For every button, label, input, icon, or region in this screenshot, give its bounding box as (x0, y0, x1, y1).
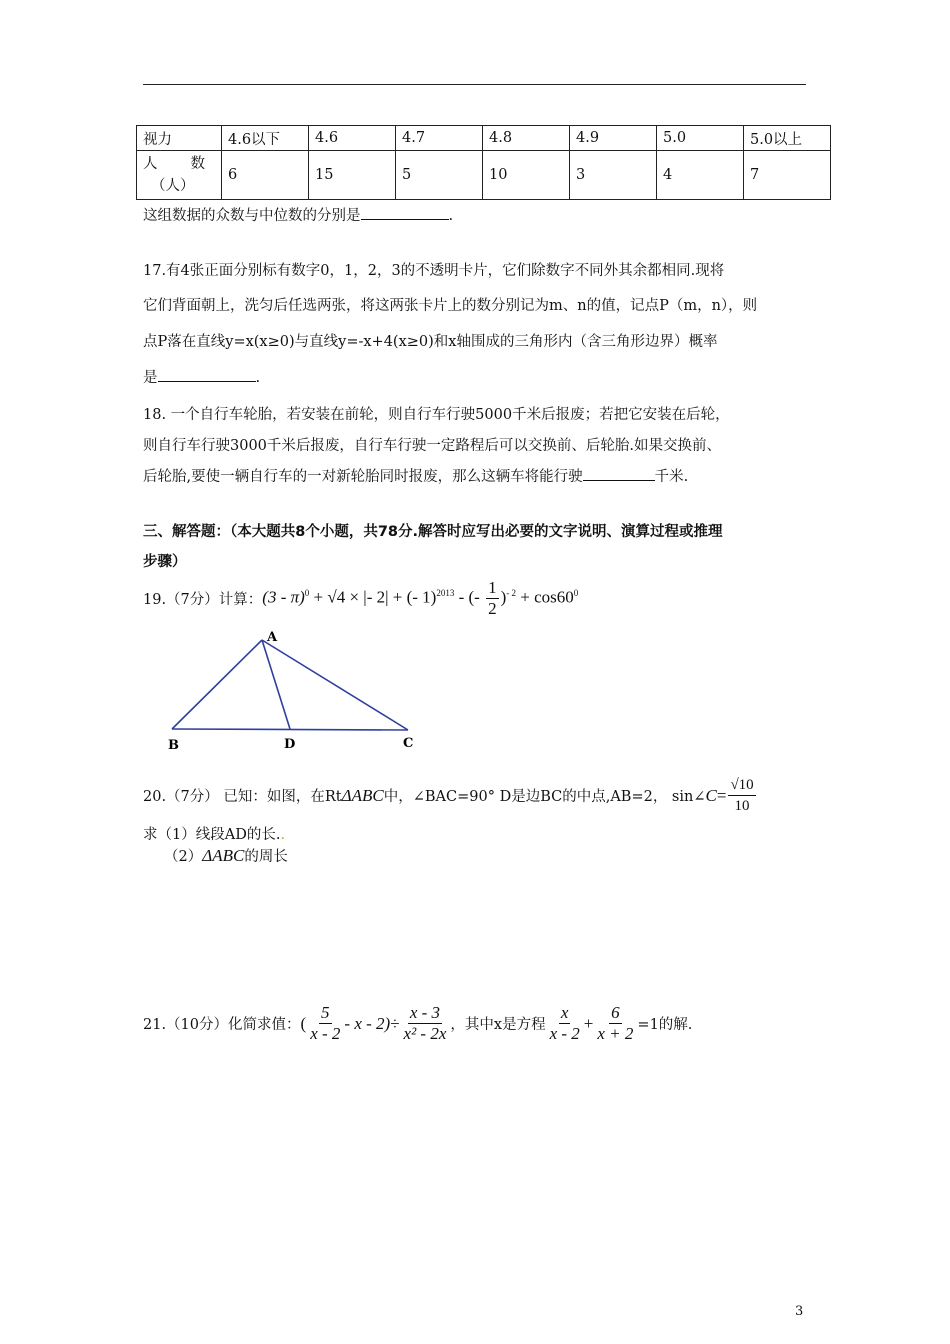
table-cell: 5.0以上 (744, 126, 831, 151)
q17-line4: 是 . (143, 366, 260, 387)
table-cell: 10 (483, 151, 570, 200)
table-cell: 4.7 (396, 126, 483, 151)
table-cell: 6 (222, 151, 309, 200)
table-cell: 4.6以下 (222, 126, 309, 151)
section-heading-cont: 步骤） (143, 554, 187, 570)
table-row (137, 151, 831, 200)
q17-line3: 点P落在直线y=x(x≥0)与直线y=-x+4(x≥0)和x轴围成的三角形内（含三角形边界）概率 (143, 334, 718, 350)
q21-equation: $\frac{x}{x - 2}$ + $\frac{6}{x + 2}$ (549, 1003, 634, 1043)
q20-line2: 求（1）线段AD的长.. (143, 827, 286, 843)
q19-expression: (3 - π)$^0$ + √4 × |- 2| + (- 1)$^{2013}$ - (- $\frac{1}{2}$ )$^{- 2} + \cos 60^0$ (262, 578, 579, 618)
answer-blank (583, 466, 655, 481)
label-c: C (403, 736, 414, 751)
section-heading: 三、解答题：（本大题共8个小题，共78分.解答时应写出必要的文字说明、演算过程或推理 (143, 524, 723, 540)
vision-data-table (136, 125, 831, 200)
page-number: 3 (795, 1304, 804, 1319)
table-cell: 5.0 (657, 126, 744, 151)
q19: 19.（7分）计算： (3 - π)$^0$ + √4 × |- 2| + (- 1)$^{2013}$ - (- $\frac{1}{2}$ )$^{- 2} + \cos 60^0$ (143, 578, 579, 618)
side-bc (172, 729, 408, 730)
count-label-a: 人 (143, 156, 158, 172)
q18-line2: 则自行车行驶3000千米后报废，自行车行驶一定路程后可以交换前、后轮胎.如果交换前、 (143, 438, 722, 454)
table-cell: 15 (309, 151, 396, 200)
q20-line1: 20.（7分） 已知：如图，在Rt ΔABC 中，∠BAC=90° D是边BC的中点,AB=2， sin∠ C = $\frac{√10}{10}$ (143, 777, 754, 814)
table-cell: 4 (657, 151, 744, 200)
count-row-header (137, 151, 222, 200)
header-rule (143, 84, 806, 85)
q17-line1: 17.有4张正面分别标有数字0，1，2，3的不透明卡片，它们除数字不同外其余都相同.现将 (143, 263, 725, 279)
table-header-label: 视力 (137, 126, 222, 151)
segment-ad (262, 640, 290, 729)
table-cell: 4.9 (570, 126, 657, 151)
side-ab (172, 640, 262, 729)
table-cell: 7 (744, 151, 831, 200)
q21-expression: ( $\frac{5}{x - 2}$ - x - 2) ÷ $\frac{x - 3}{\text{x² - 2x}}$ (300, 1003, 447, 1043)
triangle-figure (160, 625, 430, 755)
table-cell: 5 (396, 151, 483, 200)
count-label-unit: （人） (151, 178, 195, 194)
label-a: A (267, 630, 278, 645)
table-cell: 3 (570, 151, 657, 200)
table-cell: 4.6 (309, 126, 396, 151)
sin-fraction: $\frac{√10}{10}$ (730, 777, 754, 814)
table-row (137, 126, 831, 151)
label-b: B (168, 738, 179, 753)
q17-line2: 它们背面朝上，洗匀后任选两张，将这两张卡片上的数分别记为m、n的值，记点P（m，n），则 (143, 298, 758, 314)
q18-line3: 后轮胎,要使一辆自行车的一对新轮胎同时报废，那么这辆车将能行驶 千米. (143, 465, 688, 486)
q16-tail: 这组数据的众数与中位数的分别是 . (143, 204, 453, 225)
stray-mark: . (280, 827, 286, 843)
count-label-b: 数 (190, 156, 205, 172)
label-d: D (284, 737, 296, 752)
q18-line1: 18. 一个自行车轮胎，若安装在前轮，则自行车行驶5000千米后报废；若把它安装在后轮， (143, 407, 730, 423)
q21: 21.（10分）化简求值： ( $\frac{5}{x - 2}$ - x - 2) ÷ $\frac{x - 3}{\text{x² - 2x}}$ ，其中x是方程 $\frac{x}{x - 2}$ + $\frac{6}{x + 2}$ =1的解. (143, 1003, 693, 1043)
answer-blank (361, 205, 449, 220)
table-cell: 4.8 (483, 126, 570, 151)
q20-line3: （2）ΔABC的周长 (164, 846, 288, 865)
answer-blank (158, 367, 256, 382)
side-ac (262, 640, 408, 730)
